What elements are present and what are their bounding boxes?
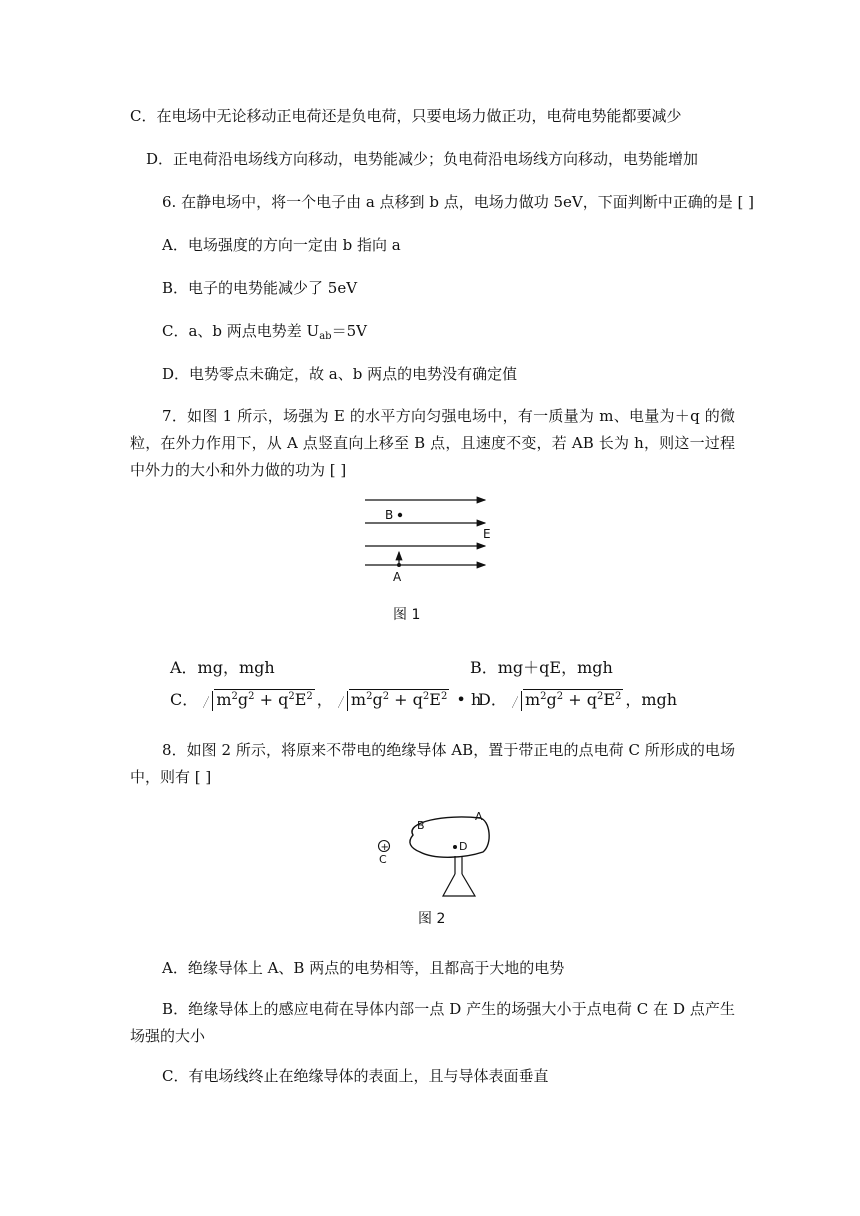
figure-1-caption: 图 1 (393, 607, 421, 623)
point-a (397, 563, 401, 567)
option-7d-label: D． (478, 690, 507, 709)
question-6: 6. 在静电场中，将一个电子由 a 点移到 b 点，电场力做功 5eV，下面判断中正确的是 [ ] (162, 193, 754, 211)
point-b (398, 513, 402, 517)
label-a-fig2: A (475, 810, 483, 823)
option-7c-label: C． (170, 690, 199, 709)
option-7c-separator: ， (316, 690, 333, 709)
option-6d: D．电势零点未确定，故 a、b 两点的电势没有确定值 (162, 365, 518, 383)
charge-sign: + (380, 842, 389, 853)
option-7c-tail: • h (456, 690, 482, 709)
option-7a: A．mg，mgh (170, 658, 275, 677)
sqrt-expression-1: $m^2g^2 + q^2E^2$ (203, 690, 314, 709)
sqrt-expression-2: $m^2g^2 + q^2E^2$ (338, 690, 449, 709)
option-6b: B．电子的电势能减少了 5eV (162, 279, 358, 297)
option-5d: D．正电荷沿电场线方向移动，电势能减少；负电荷沿电场线方向移动，电势能增加 (146, 150, 699, 168)
question-7: 7．如图 1 所示，场强为 E 的水平方向匀强电场中，有一质量为 m、电量为＋q 的微粒，在外力作用下，从 A 点竖直向上移至 B 点，且速度不变，若 AB 长为 h，则这一过程中外力的大小和外力做的功为 [ ] (130, 407, 735, 479)
option-5c: C．在电场中无论移动正电荷还是负电荷，只要电场力做正功，电荷电势能都要减少 (130, 107, 682, 125)
option-8c: C．有电场线终止在绝缘导体的表面上，且与导体表面垂直 (162, 1067, 549, 1085)
stand-base (443, 874, 475, 896)
question-8: 8．如图 2 所示，将原来不带电的绝缘导体 AB，置于带正电的点电荷 C 所形成的电场中，则有 [ ] (130, 741, 735, 786)
label-b-fig2: B (417, 819, 425, 832)
label-c: C (379, 853, 387, 866)
option-7d-tail: ，mgh (625, 690, 678, 709)
option-7c (170, 687, 481, 710)
label-e: E (483, 527, 491, 541)
label-b: B (385, 508, 394, 522)
option-6c-text: C．a、b 两点电势差 U (162, 322, 320, 340)
label-a: A (393, 570, 402, 584)
option-7d (478, 687, 677, 710)
sqrt-expression-3: $m^2g^2 + q^2E^2$ (512, 690, 623, 709)
point-d (453, 845, 457, 849)
option-6c-subscript: ab (319, 331, 332, 342)
label-d: D (459, 840, 468, 853)
figure-2 (365, 800, 505, 910)
option-7b: B．mg＋qE，mgh (470, 658, 613, 677)
option-8b: B．绝缘导体上的感应电荷在导体内部一点 D 产生的场强大小于点电荷 C 在 D 点产生场强的大小 (130, 1000, 735, 1045)
figure-1 (355, 490, 505, 590)
figure-2-caption: 图 2 (418, 911, 446, 927)
option-6c-value: ＝5V (331, 322, 367, 340)
option-6a: A．电场强度的方向一定由 b 指向 a (162, 236, 401, 254)
option-8a: A．绝缘导体上 A、B 两点的电势相等，且都高于大地的电势 (162, 959, 565, 977)
option-6c (162, 321, 367, 347)
